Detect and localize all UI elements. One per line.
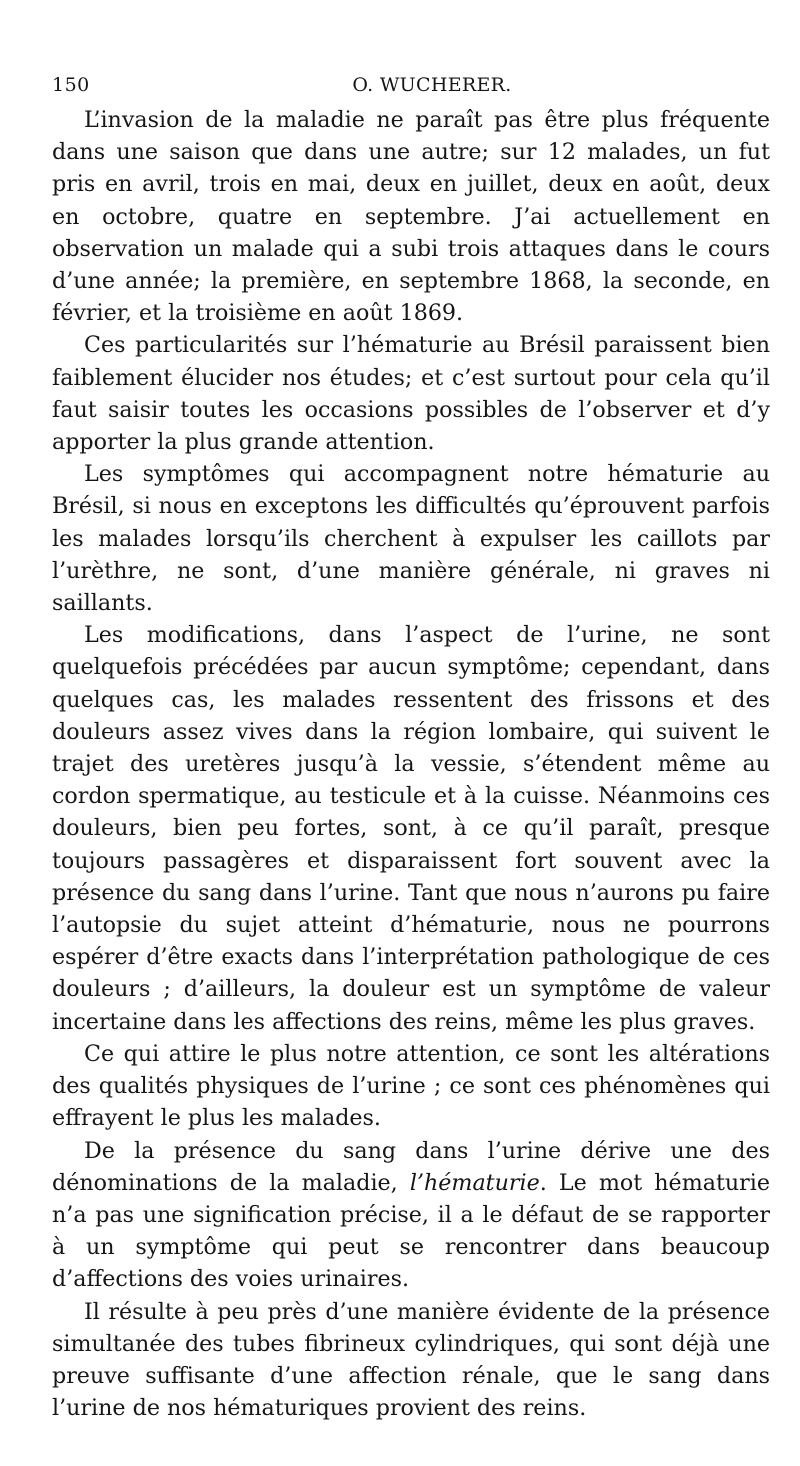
paragraph-invasion: L’invasion de la maladie ne paraît pas être plus fréquente dans une saison que dans une autre; sur 12 malades, un fut pris en avril, trois en mai, deux en juillet, deux en août, deux en octobre, quatre en septembre. J’ai actuellement en observation un malade qui a subi trois attaques dans le cours d’une année; la première, en septembre 1868, la seconde, en février, et la troisième en août 1869. [52, 107, 770, 327]
paragraph-denomination [52, 1135, 770, 1296]
running-title: O. WUCHERER. [352, 74, 512, 96]
paragraph-denomination-end: . Le mot hématurie n’a pas une signification précise, il a le défaut de se rapporter à un symptôme qui peut se rencontrer dans beaucoup d’affections des voies urinaires. [52, 1169, 770, 1293]
paragraph-conclusion: Il résulte à peu près d’une manière évidente de la présence simultanée des tubes fibrineux cylindriques, qui sont déjà une preuve suffisante d’une affection rénale, que le sang dans l’urine de nos hématuriques provient des reins. [52, 1298, 770, 1422]
paragraph-particularites: Ces particularités sur l’hématurie au Brésil paraissent bien faiblement élucider nos études; et c’est surtout pour cela qu’il faut saisir toutes les occasions possibles de l’observer et d’y apporter la plus grande attention. [52, 332, 770, 456]
page-number: 150 [52, 74, 90, 96]
paragraph-denomination-start: De la présence du sang dans l’urine dérive une des dénominations de la maladie, [52, 1137, 770, 1196]
emphasis-hematurie: l’hématurie [409, 1169, 540, 1196]
body-text [52, 104, 770, 1424]
paragraph-modifications: Les modifications, dans l’aspect de l’urine, ne sont quelquefois précédées par aucun symptôme; cependant, dans quelques cas, les malades ressentent des frissons et des douleurs assez vives dans la région lombaire, qui suivent le trajet des uretères jusqu’à la vessie, s’étendent même au cordon spermatique, au testicule et à la cuisse. Néanmoins ces douleurs, bien peu fortes, sont, à ce qu’il paraît, presque toujours passagères et disparaissent fort souvent avec la présence du sang dans l’urine. Tant que nous n’aurons pu faire l’autopsie du sujet atteint d’hématurie, nous ne pourrons espérer d’être exacts dans l’interprétation pathologique de ces douleurs ; d’ailleurs, la douleur est un symptôme de valeur incertaine dans les affections des reins, même les plus graves. [52, 622, 770, 1035]
paragraph-attention: Ce qui attire le plus notre attention, ce sont les altérations des qualités physiques de l’urine ; ce sont ces phénomènes qui effrayent le plus les malades. [52, 1040, 770, 1132]
running-head [52, 74, 772, 104]
paragraph-symptomes: Les symptômes qui accompagnent notre hématurie au Brésil, si nous en exceptons les difficultés qu’éprouvent parfois les malades lorsqu’ils cherchent à expulser les caillots par l’urèthre, ne sont, d’une manière générale, ni graves ni saillants. [52, 461, 770, 617]
